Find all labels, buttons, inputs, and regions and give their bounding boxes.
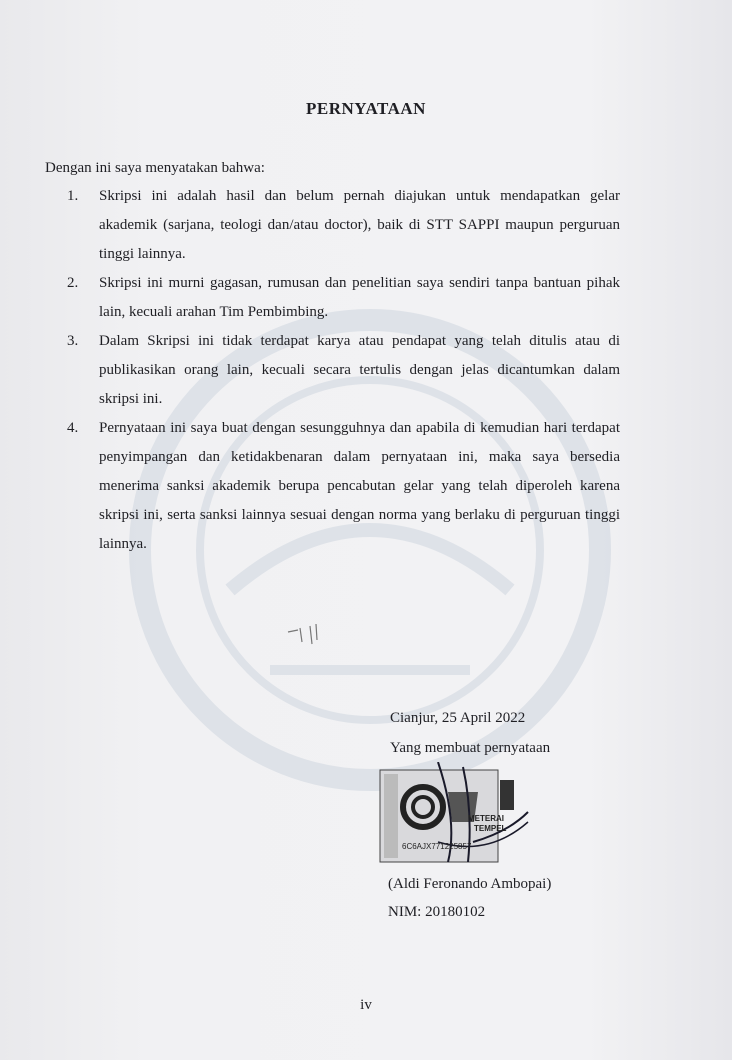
- list-item-text: Skripsi ini adalah hasil dan belum pernah diajukan untuk mendapatkan gelar akademik (sarjana, teologi dan/atau doctor), baik di STT SAPPI maupun perguruan tinggi lainnya.: [99, 188, 620, 262]
- list-item: [60, 414, 620, 559]
- list-item-number: 1.: [67, 188, 79, 204]
- list-item: [60, 269, 620, 327]
- list-item-number: 4.: [67, 420, 79, 436]
- list-item-text: Pernyataan ini saya buat dengan sesungguhnya dan apabila di kemudian hari terdapat penyimpangan dan ketidakbenaran dalam pernyataan ini, maka saya bersedia menerima sanksi akademik berupa pencabutan gelar yang telah diperoleh karena skripsi ini, serta sanksi lainnya sesuai dengan norma yang berlaku di perguruan tinggi lainnya.: [99, 420, 620, 552]
- signer-name: (Aldi Feronando Ambopai): [388, 876, 552, 892]
- stamp-label-top: METERAI: [468, 814, 504, 823]
- list-item: [60, 327, 620, 414]
- stamp-serial: 6C6AJX771225857: [402, 842, 472, 851]
- revenue-stamp: [378, 762, 538, 872]
- place-date: Cianjur, 25 April 2022: [390, 710, 526, 726]
- signature-block: [390, 703, 550, 763]
- list-item: [60, 182, 620, 269]
- list-item-text: Dalam Skripsi ini tidak terdapat karya atau pendapat yang telah ditulis atau di publikasikan orang lain, kecuali secara tertulis dengan jelas dicantumkan dalam skripsi ini.: [99, 333, 620, 407]
- signer-label: Yang membuat pernyataan: [390, 740, 551, 756]
- page-title: PERNYATAAN: [306, 99, 426, 118]
- intro-text: Dengan ini saya menyatakan bahwa:: [45, 160, 265, 176]
- stamp-label-bottom: TEMPEL: [474, 824, 507, 833]
- signer-nim: NIM: 20180102: [388, 904, 486, 920]
- statement-list: [60, 182, 620, 559]
- list-item-number: 3.: [67, 333, 79, 349]
- list-item-number: 2.: [67, 275, 79, 291]
- list-item-text: Skripsi ini murni gagasan, rumusan dan penelitian saya sendiri tanpa bantuan pihak lain, kecuali arahan Tim Pembimbing.: [99, 275, 620, 320]
- ink-mark-icon: [284, 620, 324, 650]
- page-number: iv: [360, 997, 372, 1013]
- stamp-graphic-icon: [378, 762, 538, 872]
